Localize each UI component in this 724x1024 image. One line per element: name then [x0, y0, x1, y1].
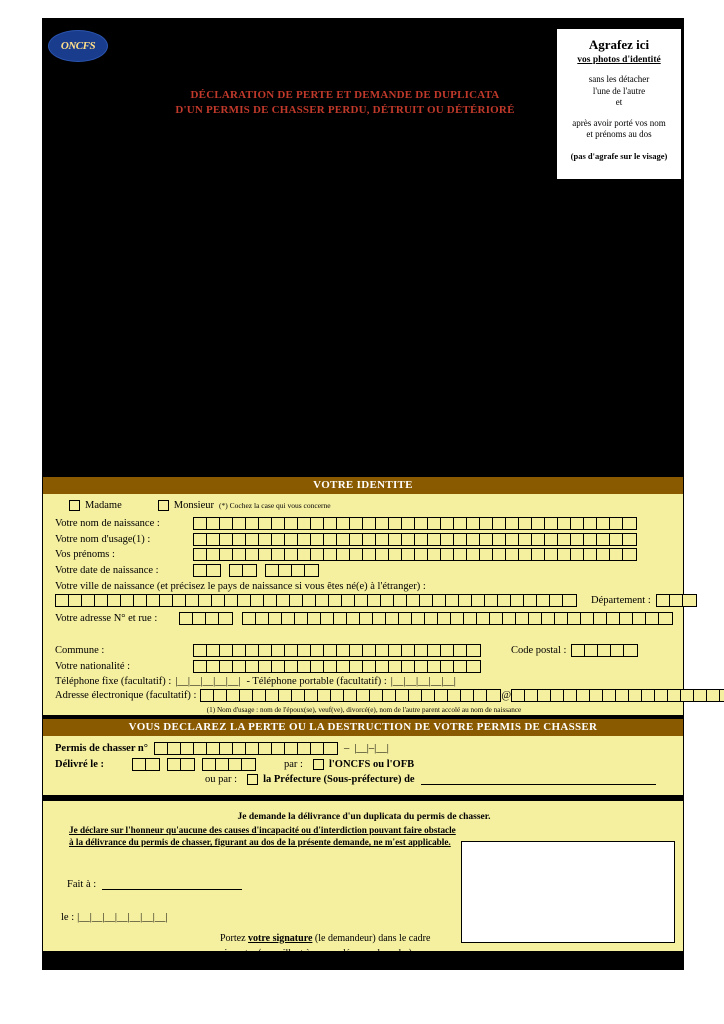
first-names-input[interactable] — [193, 548, 637, 561]
photo-box-line-1: sans les détacher — [588, 74, 650, 84]
signature-instruction-line-2: ci-contre (en veillant à ne pas dépasser le cadre) : — [220, 947, 418, 959]
declaration-line-2: à la délivrance du permis de chasser, figurant au dos de la présente demande, ne m'est applicable. — [69, 837, 451, 847]
declaration-body — [43, 801, 683, 960]
monsieur-checkbox[interactable] — [158, 500, 169, 511]
issued-by-label: par : — [283, 759, 303, 770]
birth-date-day-input[interactable] — [193, 564, 221, 577]
photo-box-line-5: et prénoms au dos — [586, 129, 652, 139]
identity-band: VOTRE IDENTITE — [43, 477, 683, 494]
identity-body — [43, 494, 683, 714]
photo-box-line-3: et — [615, 97, 623, 107]
madame-label: Madame — [85, 500, 122, 511]
nationality-input[interactable] — [193, 660, 481, 673]
birth-name-input[interactable] — [193, 517, 637, 530]
madame-checkbox[interactable] — [69, 500, 80, 511]
birth-date-label: Votre date de naissance : — [55, 564, 159, 576]
issued-date-label: Délivré le : — [55, 759, 104, 770]
declaration-head: Je demande la délivrance d'un duplicata du permis de chasser. — [237, 812, 491, 822]
arrow-right-icon: ⟶ — [420, 947, 437, 960]
date-label: le : — [61, 912, 75, 923]
birth-city-input[interactable] — [55, 594, 577, 607]
usage-name-label: Votre nom d'usage(1) : — [55, 533, 151, 545]
photo-box-last-note: (pas d'agrafe sur le visage) — [570, 150, 668, 161]
prefecture-option-label: la Préfecture (Sous-préfecture) de — [263, 773, 415, 785]
address-number-input[interactable] — [179, 612, 233, 625]
oncfs-option-label: l'ONCFS ou l'OFB — [328, 759, 415, 770]
prefecture-input[interactable] — [421, 774, 656, 785]
department-input[interactable] — [656, 594, 697, 607]
birth-date-year-input[interactable] — [265, 564, 319, 577]
photo-box-line-2: l'une de l'autre — [592, 85, 646, 96]
signature-box[interactable] — [461, 841, 675, 943]
declaration-panel — [42, 800, 684, 960]
postal-code-label: Code postal : — [511, 645, 567, 656]
usage-name-input[interactable] — [193, 533, 637, 546]
postal-code-input[interactable] — [571, 644, 638, 657]
photo-box-line-4: après avoir porté vos nom — [572, 117, 666, 128]
commune-input[interactable] — [193, 644, 481, 657]
page-title — [150, 88, 540, 118]
photo-box-title: Agrafez ici — [588, 37, 650, 52]
loss-body: Permis de chasser n° – |__|–|__| Délivré le : par : l'ONCFS ou l'OFB ou par : la Préfecture (Sous-préfecture) de — [43, 736, 683, 785]
mobile-input[interactable]: |__|__|__|__|__| — [390, 675, 456, 687]
title-line-2: D'UN PERMIS DE CHASSER PERDU, DÉTRUIT OU DÉTÉRIORÉ — [175, 104, 515, 116]
permit-number-label: Permis de chasser n° — [55, 743, 148, 754]
signature-instruction-b: votre signature — [248, 933, 313, 944]
photo-instructions-box — [556, 28, 682, 180]
issued-year-input[interactable] — [202, 758, 256, 771]
title-line-1: DÉCLARATION DE PERTE ET DEMANDE DE DUPLICATA — [190, 89, 500, 101]
department-label: Département : — [591, 595, 651, 606]
place-input[interactable] — [102, 878, 242, 890]
issued-month-input[interactable] — [167, 758, 195, 771]
declaration-line-1: Je déclare sur l'honneur qu'aucune des causes d'incapacité ou d'interdiction pouvant faire obstacle — [69, 825, 456, 835]
birth-city-label: Votre ville de naissance (et précisez le pays de naissance si vous êtes né(e) à l'étranger) : — [55, 580, 426, 592]
photo-box-subtitle: vos photos d'identité — [577, 55, 661, 65]
email-domain-input[interactable] — [511, 689, 724, 702]
permit-number-suffix-input[interactable]: |__|–|__| — [354, 743, 389, 754]
email-label: Adresse électronique (facultatif) : — [55, 690, 197, 701]
first-names-label: Vos prénoms : — [55, 549, 115, 560]
permit-number-input[interactable] — [154, 742, 338, 755]
oncfs-checkbox[interactable] — [313, 759, 324, 770]
or-issued-by-label: ou par : — [205, 773, 238, 785]
birth-date-month-input[interactable] — [229, 564, 257, 577]
signature-instruction-a: Portez — [220, 933, 246, 944]
identity-footnote: (1) Nom d'usage : nom de l'époux(se), veuf(ve), divorcé(e), nom de l'autre parent accolé au nom de naissance — [206, 706, 522, 714]
birth-name-label: Votre nom de naissance : — [55, 518, 160, 529]
address-label: Votre adresse N° et rue : — [55, 613, 158, 624]
date-input[interactable]: |__|__|__|__|__|__|__| — [77, 912, 168, 923]
issued-day-input[interactable] — [132, 758, 160, 771]
logo-text: ONCFS — [60, 40, 96, 52]
identity-panel — [42, 476, 684, 716]
signature-instruction-c: (le demandeur) dans le cadre — [314, 933, 431, 944]
email-local-input[interactable] — [200, 689, 501, 702]
phone-label: Téléphone fixe (facultatif) : — [55, 675, 172, 687]
address-street-input[interactable] — [242, 612, 673, 625]
loss-panel — [42, 718, 684, 796]
oncfs-logo — [48, 30, 108, 62]
prefecture-checkbox[interactable] — [247, 774, 258, 785]
mobile-label: - Téléphone portable (facultatif) : — [246, 675, 387, 687]
place-label: Fait à : — [67, 878, 97, 890]
monsieur-label: Monsieur — [173, 500, 214, 511]
loss-band: VOUS DECLAREZ LA PERTE OU LA DESTRUCTION DE VOTRE PERMIS DE CHASSER — [43, 719, 683, 736]
check-note: (*) Cochez la case qui vous concerne — [219, 501, 331, 510]
commune-label: Commune : — [55, 645, 105, 656]
email-at-symbol: @ — [501, 690, 512, 701]
phone-input[interactable]: |__|__|__|__|__| — [175, 675, 241, 687]
nationality-label: Votre nationalité : — [55, 660, 131, 672]
